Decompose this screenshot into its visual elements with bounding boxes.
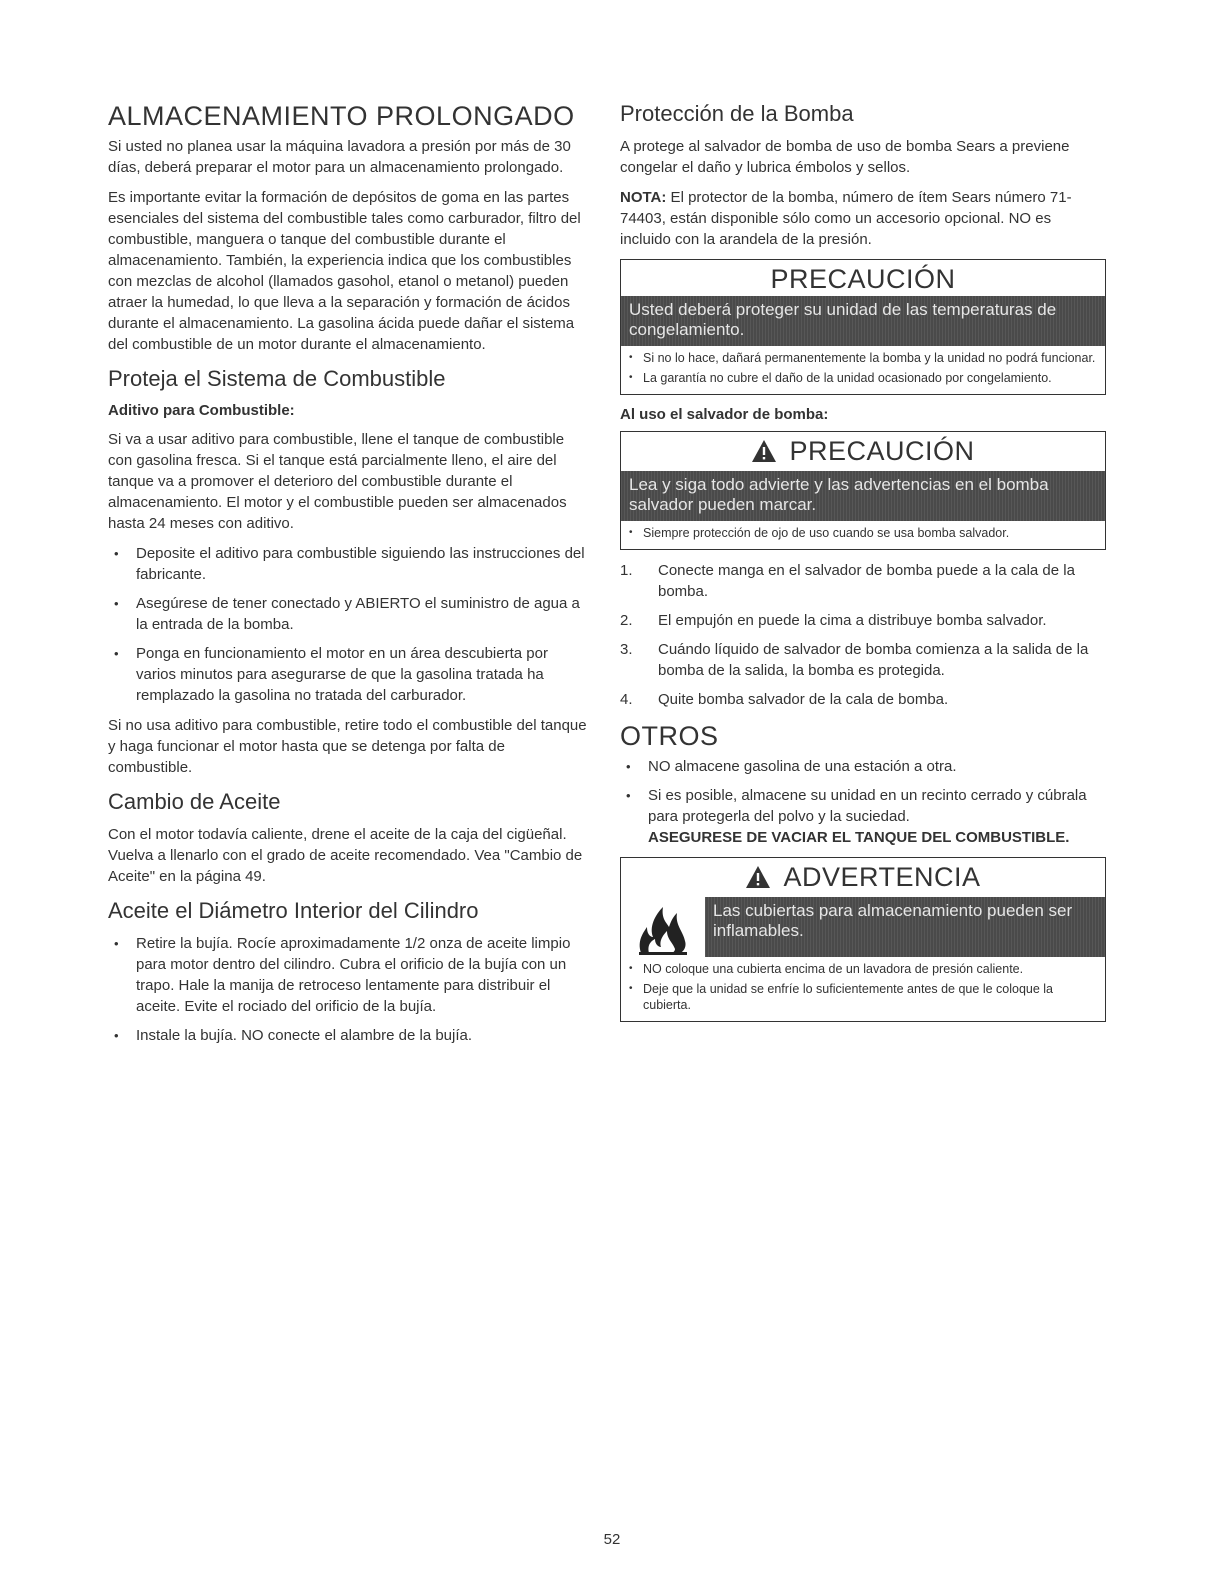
caution-box-pump-saver <box>620 431 1106 550</box>
step-number: 2. <box>620 612 633 629</box>
no-additive-paragraph: Si no usa aditivo para combustible, retire todo el combustible del tanque y haga funcionar el motor hasta que se detenga por falta de combustible. <box>108 717 587 776</box>
step-item <box>620 639 1106 681</box>
caution-band: Usted deberá proteger su unidad de las temperaturas de congelamiento. <box>621 296 1105 346</box>
additive-heading: Aditivo para Combustible: <box>108 402 295 419</box>
others-heading: OTROS <box>620 721 719 751</box>
importance-paragraph: Es importante evitar la formación de depósitos de goma en las partes esenciales del sistema del combustible tales como carburador, filtro del combustible, manguera o tanque del combustible durante el almacenamiento. También, la experiencia indica que los combustibles con mezclas de alcohol (llamados gasohol, etanol o metanol) pueden atraer la humedad, lo que lleva a la separación y formación de ácidos durante el almacenamiento. La gasolina ácida puede dañar el sistema del combustible de un motor durante el almacenamiento. <box>108 189 581 353</box>
step-number: 4. <box>620 691 633 708</box>
left-column <box>108 100 590 1055</box>
step-text: Cuándo líquido de salvador de bomba comienza a la salida de la bomba de la salida, la bomba es protegida. <box>658 641 1089 679</box>
oil-change-heading: Cambio de Aceite <box>108 789 281 814</box>
others-bullet-text: Si es posible, almacene su unidad en un recinto cerrado y cúbrala para protegerla del polvo y la suciedad. <box>648 787 1087 825</box>
list-item: • Asegúrese de tener conectado y ABIERTO el suministro de agua a la entrada de la bomba. <box>108 593 590 635</box>
step-item <box>620 689 1106 710</box>
list-item: • La garantía no cubre el daño de la unidad ocasionado por congelamiento. <box>629 370 1097 386</box>
list-item: • Instale la bujía. NO conecte el alambre de la bujía. <box>108 1025 590 1046</box>
caution-bullet-list <box>621 521 1105 549</box>
warning-title-with-icon <box>621 858 1105 897</box>
warning-title-text: ADVERTENCIA <box>783 862 981 892</box>
list-item <box>620 785 1106 848</box>
caution-title: PRECAUCIÓN <box>770 264 956 294</box>
page-title: ALMACENAMIENTO PROLONGADO <box>108 101 575 131</box>
step-text: Quite bomba salvador de la cala de bomba. <box>658 691 949 708</box>
list-item: • NO almacene gasolina de una estación a otra. <box>620 756 1106 777</box>
cylinder-bullet-list <box>108 933 590 1046</box>
additive-paragraph: Si va a usar aditivo para combustible, llene el tanque de combustible con gasolina fresca. Si el tanque está parcialmente lleno, el aire del tanque va a promover el deterioro del combustible durante el almacenamiento. El motor y el combustible pueden ser almacenados hasta 24 meses con aditivo. <box>108 431 567 532</box>
warning-band: Las cubiertas para almacenamiento pueden ser inflamables. <box>705 897 1105 957</box>
cylinder-heading: Aceite el Diámetro Interior del Cilindro <box>108 898 479 923</box>
caution-bullet-list <box>621 346 1105 394</box>
pump-protection-heading: Protección de la Bomba <box>620 101 854 126</box>
list-item: • Ponga en funcionamiento el motor en un área descubierta por varios minutos para asegurarse de que la gasolina tratada ha remplazado la gasolina no tratada del carburador. <box>108 643 590 706</box>
caution-box-freezing <box>620 259 1106 395</box>
use-pump-saver-heading: Al uso el salvador de bomba: <box>620 406 829 423</box>
page-number: 52 <box>603 1531 621 1548</box>
note-paragraph <box>620 187 1106 250</box>
pump-protection-paragraph: A protege al salvador de bomba de uso de bomba Sears a previene congelar el daño y lubrica émbolos y sellos. <box>620 138 1070 176</box>
step-number: 3. <box>620 641 633 658</box>
caution-title-text: PRECAUCIÓN <box>789 436 975 466</box>
caution-title-with-icon <box>621 432 1105 471</box>
warning-triangle-icon <box>745 863 771 897</box>
pump-saver-steps <box>620 560 1106 710</box>
warning-box-covers <box>620 857 1106 1022</box>
step-number: 1. <box>620 562 633 579</box>
list-item: • Retire la bujía. Rocíe aproximadamente 1/2 onza de aceite limpio para motor dentro del cilindro. Cubra el orificio de la bujía con un trapo. Hale la manija de retroceso lentamente para distribuir el aceite. Evite el rociado del orificio de la bujía. <box>108 933 590 1017</box>
others-bullet-list <box>620 756 1106 848</box>
step-item <box>620 610 1106 631</box>
list-item: • Deposite el aditivo para combustible siguiendo las instrucciones del fabricante. <box>108 543 590 585</box>
additive-bullet-list <box>108 543 590 706</box>
list-item: • Deje que la unidad se enfríe lo suficientemente antes de que le coloque la cubierta. <box>629 981 1097 1013</box>
empty-tank-notice: ASEGURESE DE VACIAR EL TANQUE DEL COMBUSTIBLE. <box>648 829 1070 846</box>
warning-bullet-list <box>621 957 1105 1021</box>
note-label: NOTA: <box>620 189 667 206</box>
fuel-system-heading: Proteja el Sistema de Combustible <box>108 366 446 391</box>
fire-icon <box>621 897 705 957</box>
warning-triangle-icon <box>751 437 777 471</box>
step-text: El empujón en puede la cima a distribuye bomba salvador. <box>658 612 1047 629</box>
list-item: • Siempre protección de ojo de uso cuando se usa bomba salvador. <box>629 525 1097 541</box>
warning-band-row <box>621 897 1105 957</box>
note-text: El protector de la bomba, número de ítem Sears número 71-74403, están disponible sólo como un accesorio opcional. NO es incluido con la arandela de la presión. <box>620 189 1072 248</box>
step-text: Conecte manga en el salvador de bomba puede a la cala de la bomba. <box>658 562 1075 600</box>
list-item: • NO coloque una cubierta encima de un lavadora de presión caliente. <box>629 961 1097 977</box>
caution-band: Lea y siga todo advierte y las advertencias en el bomba salvador pueden marcar. <box>621 471 1105 521</box>
right-column <box>620 100 1106 1032</box>
list-item: • Si no lo hace, dañará permanentemente la bomba y la unidad no podrá funcionar. <box>629 350 1097 366</box>
step-item <box>620 560 1106 602</box>
oil-change-paragraph: Con el motor todavía caliente, drene el aceite de la caja del cigüeñal. Vuelva a llenarlo con el grado de aceite recomendado. Vea "Cambio de Aceite" en la página 49. <box>108 826 583 885</box>
intro-paragraph: Si usted no planea usar la máquina lavadora a presión por más de 30 días, deberá preparar el motor para un almacenamiento prolongado. <box>108 138 571 176</box>
